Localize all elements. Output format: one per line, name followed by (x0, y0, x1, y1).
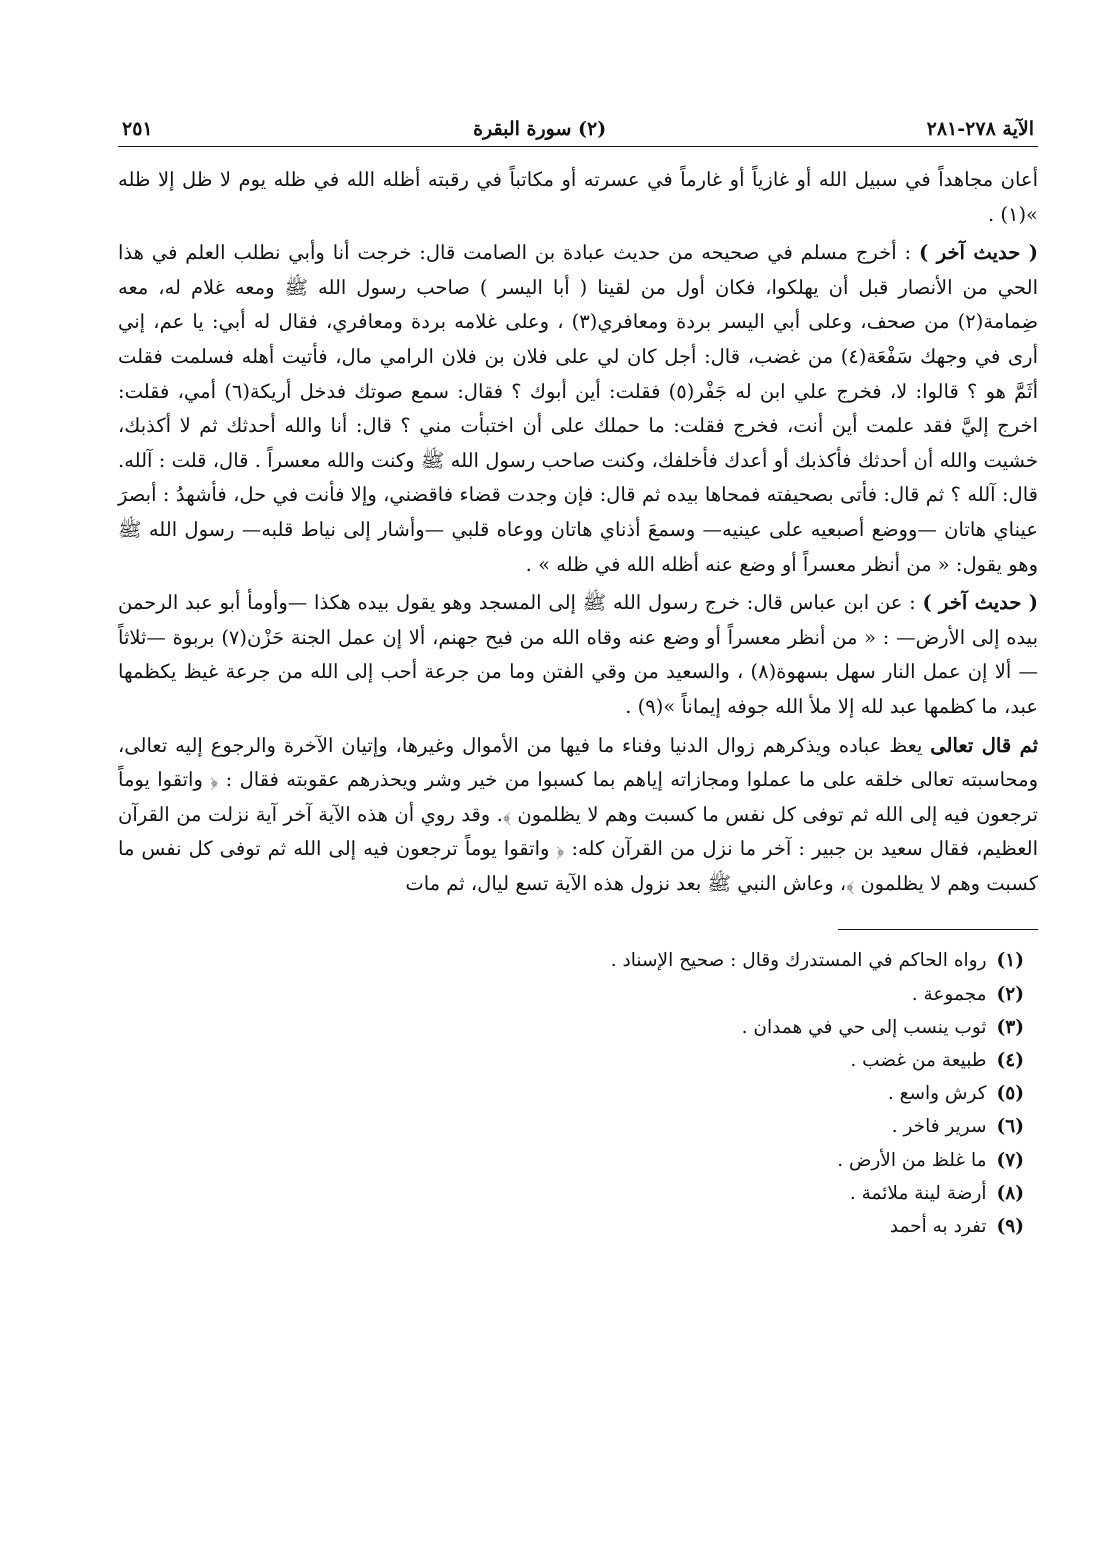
footnote-number: (٧) (996, 1149, 1024, 1171)
footnote-text: طبيعة من غضب . (850, 1050, 987, 1072)
paragraph-text: : عن ابن عباس قال: خرج رسول الله ﷺ إلى المسجد وهو يقول بيده هكذا —وأومأ أبو عبد الرحمن بيده إلى الأرض— : « من أنظر معسراً أو وضع عنه وقاه الله من فيح جهنم، ألا إن عمل الجنة حَزْن(٧) بربوة —ثلاثاً— ألا إن عمل النار سهل بسهوة(٨) ، والسعيد من وقي الفتن وما من جرعة أحب إلى الله من جرعة غيظ يكظمها عبد، ما كظمها عبد لله إلا ملأ الله جوفه إيماناً »(٩) . (118, 591, 1038, 718)
footnote-number: (٤) (996, 1050, 1024, 1072)
footnote (118, 1144, 1024, 1177)
footnotes (118, 944, 1038, 1243)
footnote (118, 1210, 1024, 1243)
paragraph (118, 729, 1038, 902)
paragraph-text: يعظ عباده ويذكرهم زوال الدنيا وفناء ما فيها من الأموال وغيرها، وإتيان الآخرة والرجوع إليه تعالى، ومحاسبته تعالى خلقه على ما عملوا ومجازاته إياهم بما كسبوا من خير وشر ويحذرهم عقوبته فقال : ﴿ واتقوا يوماً ترجعون فيه إلى الله ثم توفى كل نفس ما كسبت وهم لا يظلمون ﴾. وقد روي أن هذه الآية آخر آية نزلت من القرآن العظيم، فقال سعيد بن جبير : آخر ما نزل من القرآن كله: ﴿ واتقوا يوماً ترجعون فيه إلى الله ثم توفى كل نفس ما كسبت وهم لا يظلمون ﴾، وعاش النبي ﷺ بعد نزول هذه الآية تسع ليال، ثم مات (118, 733, 1038, 895)
footnote-text: مجموعة . (911, 983, 987, 1005)
footnote (118, 1044, 1024, 1077)
paragraph-text: : أخرج مسلم في صحيحه من حديث عبادة بن الصامت قال: خرجت أنا وأبي نطلب العلم في هذا الحي من الأنصار قبل أن يهلكوا، فكان أول من لقينا ( أبا اليسر ) صاحب رسول الله ﷺ ومعه غلام له، معه ضِمامة(٢) من صحف، وعلى أبي اليسر بردة ومعافري(٣) ، وعلى غلامه بردة ومعافري، فقال له أبي: يا عم، إني أرى في وجهك سَفْعَة(٤) من غضب، قال: أجل كان لي على فلان بن فلان الرامي مال، فأتيت أهله فسلمت فقلت أثَمَّ هو ؟ قالوا: لا، فخرج علي ابن له جَفْر(٥) فقلت: أين أبوك ؟ فقال: سمع صوتك فدخل أريكة(٦) أمي، فقلت: اخرج إليَّ فقد علمت أين أنت، فخرج فقلت: ما حملك على أن اختبأت مني ؟ قال: أنا والله أحدثك ثم لا أكذبك، خشيت والله أن أحدثك فأكذبك أو أعدك فأخلفك، وكنت صاحب رسول الله ﷺ وكنت والله معسراً . قال، قلت : آلله. قال: آلله ؟ ثم قال: فأتى بصحيفته فمحاها بيده ثم قال: فإن وجدت قضاء فاقضني، وإلا فأنت في حل، فأشهدُ : أبصرَ عيناي هاتان —ووضع أصبعيه على عينيه— وسمعَ أذناي هاتان ووعاه قلبي —وأشار إلى نياط قلبه— رسول الله ﷺ وهو يقول: « من أنظر معسراً أو وضع عنه أظله الله في ظله » . (118, 241, 1038, 576)
footnote-number: (٢) (996, 983, 1024, 1005)
footnote-text: ثوب ينسب إلى حي في همدان . (741, 1016, 987, 1038)
footnote-separator (838, 929, 1038, 930)
footnote (118, 1110, 1024, 1143)
paragraph-lead: ثم قال تعالى (930, 733, 1039, 757)
paragraph-lead: ( حديث آخر ) (922, 591, 1038, 615)
footnote-text: سرير فاخر . (891, 1116, 987, 1138)
paragraph (118, 586, 1038, 724)
footnote-text: تفرد به أحمد (889, 1216, 987, 1238)
footnote (118, 978, 1024, 1011)
footnote (118, 1077, 1024, 1110)
paragraph-lead: ( حديث آخر ) (919, 241, 1038, 265)
footnote-text: رواه الحاكم في المستدرك وقال : صحيح الإسناد . (610, 950, 987, 972)
footnote-number: (٥) (996, 1083, 1024, 1105)
paragraph (118, 236, 1038, 582)
footnote-number: (٣) (996, 1016, 1024, 1038)
footnote (118, 1011, 1024, 1044)
footnote-text: ما غلظ من الأرض . (837, 1149, 987, 1171)
page-number: ٢٥١ (122, 118, 153, 140)
paragraph (118, 163, 1038, 232)
paragraph-text: أعان مجاهداً في سبيل الله أو غازياً أو غارماً في عسرته أو مكاتباً في رقبته أظله الله في ظله يوم لا ظل إلا ظله »(١) . (118, 168, 1038, 226)
footnote-text: أرضة لينة ملائمة . (849, 1182, 987, 1204)
surah-title: (٢) سورة البقرة (473, 118, 607, 140)
running-header (118, 118, 1038, 147)
footnote (118, 1177, 1024, 1210)
footnote-number: (٦) (996, 1116, 1024, 1138)
footnote (118, 944, 1024, 977)
footnote-number: (٨) (996, 1182, 1024, 1204)
body-text (118, 163, 1038, 901)
footnote-number: (١) (996, 950, 1024, 972)
footnote-text: كرش واسع . (887, 1083, 987, 1105)
verse-range: الآية ٢٧٨-٢٨١ (926, 118, 1034, 140)
footnote-number: (٩) (996, 1216, 1024, 1238)
page (118, 118, 1038, 1243)
